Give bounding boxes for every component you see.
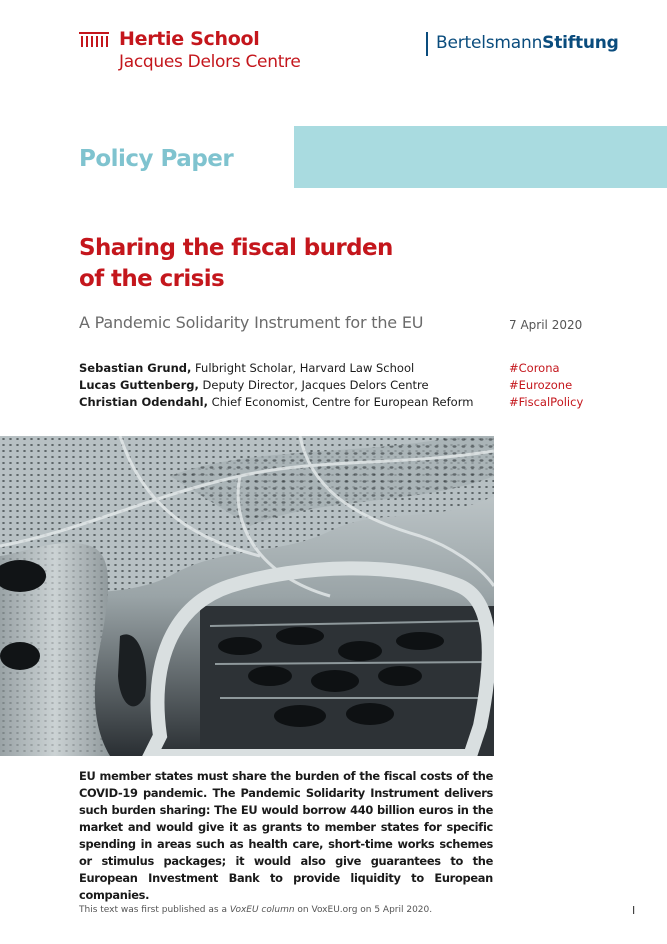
hertie-school-name: Hertie School — [119, 28, 260, 50]
hertie-school-logo — [79, 30, 319, 76]
jacques-delors-centre-name: Jacques Delors Centre — [119, 52, 301, 72]
author-name: Lucas Guttenberg, — [79, 378, 199, 392]
author-name: Sebastian Grund, — [79, 361, 192, 375]
title-line-2: of the crisis — [79, 266, 225, 292]
authors-list — [79, 360, 473, 411]
abstract: EU member states must share the burden of the fiscal costs of the COVID-19 pandemic. The Pandemic Solidarity Instrument delivers such burden sharing: The EU would borrow 440 billion euros in the market and would give it as grants to member states for specific spending in areas such as health care, short-time works schemes or stimulus packages; it would also give guarantees to the European Investment Bank to provide liquidity to European companies. — [79, 769, 493, 902]
policy-band — [294, 126, 667, 188]
author-line — [79, 394, 473, 411]
footer-suffix: on VoxEU.org on 5 April 2020. — [294, 905, 433, 915]
tags-list — [509, 360, 583, 411]
tag[interactable]: #Eurozone — [509, 378, 573, 392]
author-line — [79, 377, 473, 394]
paper-subtitle: A Pandemic Solidarity Instrument for the EU — [79, 313, 424, 332]
footer-voxeu-link[interactable]: VoxEU column — [229, 905, 295, 915]
author-role: Fulbright Scholar, Harvard Law School — [191, 361, 415, 375]
bertelsmann-divider — [426, 32, 428, 56]
author-name: Christian Odendahl, — [79, 395, 208, 409]
cover-photo — [0, 436, 494, 756]
tag[interactable]: #FiscalPolicy — [509, 395, 584, 409]
footer-prefix: This text was first published as a — [79, 905, 230, 915]
bertelsmann-name-regular: Bertelsmann — [436, 33, 543, 53]
bertelsmann-stiftung-logo — [436, 33, 619, 53]
footer-note — [79, 905, 432, 915]
bertelsmann-name-bold: Stiftung — [542, 33, 619, 53]
paper-title — [79, 233, 459, 295]
tag[interactable]: #Corona — [509, 361, 560, 375]
page-number: I — [632, 904, 636, 917]
author-role: Chief Economist, Centre for European Reform — [207, 395, 474, 409]
author-role: Deputy Director, Jacques Delors Centre — [198, 378, 429, 392]
author-line — [79, 360, 473, 377]
publication-date: 7 April 2020 — [509, 318, 583, 332]
document-type-label: Policy Paper — [79, 146, 234, 172]
title-line-1: Sharing the fiscal burden — [79, 235, 393, 261]
hertie-columns-icon — [79, 32, 109, 48]
